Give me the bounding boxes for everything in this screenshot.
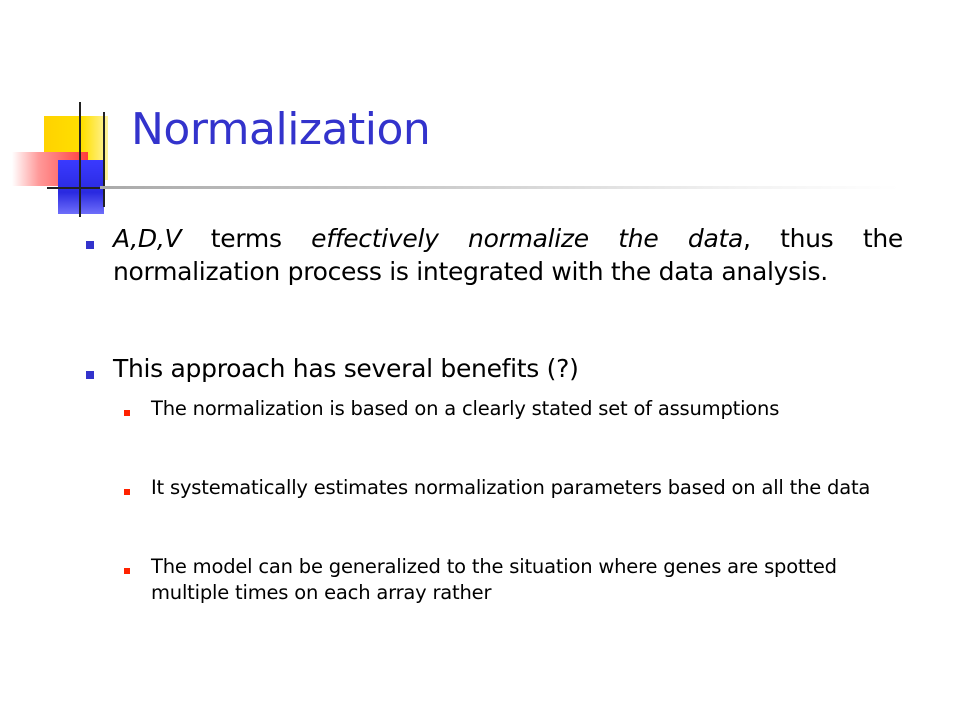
bullet-text-2: This approach has several benefits (?) — [113, 354, 579, 383]
title-underline — [100, 186, 900, 189]
bullet-1-part-1: A,D,V — [113, 224, 182, 253]
bullet-1-part-3: effectively normalize the data — [311, 224, 743, 253]
bullet-marker — [86, 371, 94, 379]
bullet-marker — [86, 241, 94, 249]
bullet-1-part-2: terms — [181, 224, 312, 253]
sub-bullet-text-3: The model can be generalized to the situation where genes are spotted multiple times on each array rather — [151, 555, 837, 604]
sub-bullet-marker — [124, 489, 130, 495]
logo-vertical-line — [79, 102, 81, 217]
bullet-text-1 — [113, 222, 903, 288]
sub-bullet-text-1: The normalization is based on a clearly stated set of assumptions — [151, 397, 780, 420]
decorative-logo-icon — [0, 0, 140, 230]
bullet-1-part-4: , thus the normalization process is integrated with the data analysis. — [113, 224, 903, 286]
slide-title: Normalization — [131, 104, 431, 155]
logo-vertical-line — [103, 112, 105, 207]
sub-bullet-marker — [124, 568, 130, 574]
sub-bullet-text-2: It systematically estimates normalization parameters based on all the data — [151, 476, 871, 499]
sub-bullet-marker — [124, 410, 130, 416]
